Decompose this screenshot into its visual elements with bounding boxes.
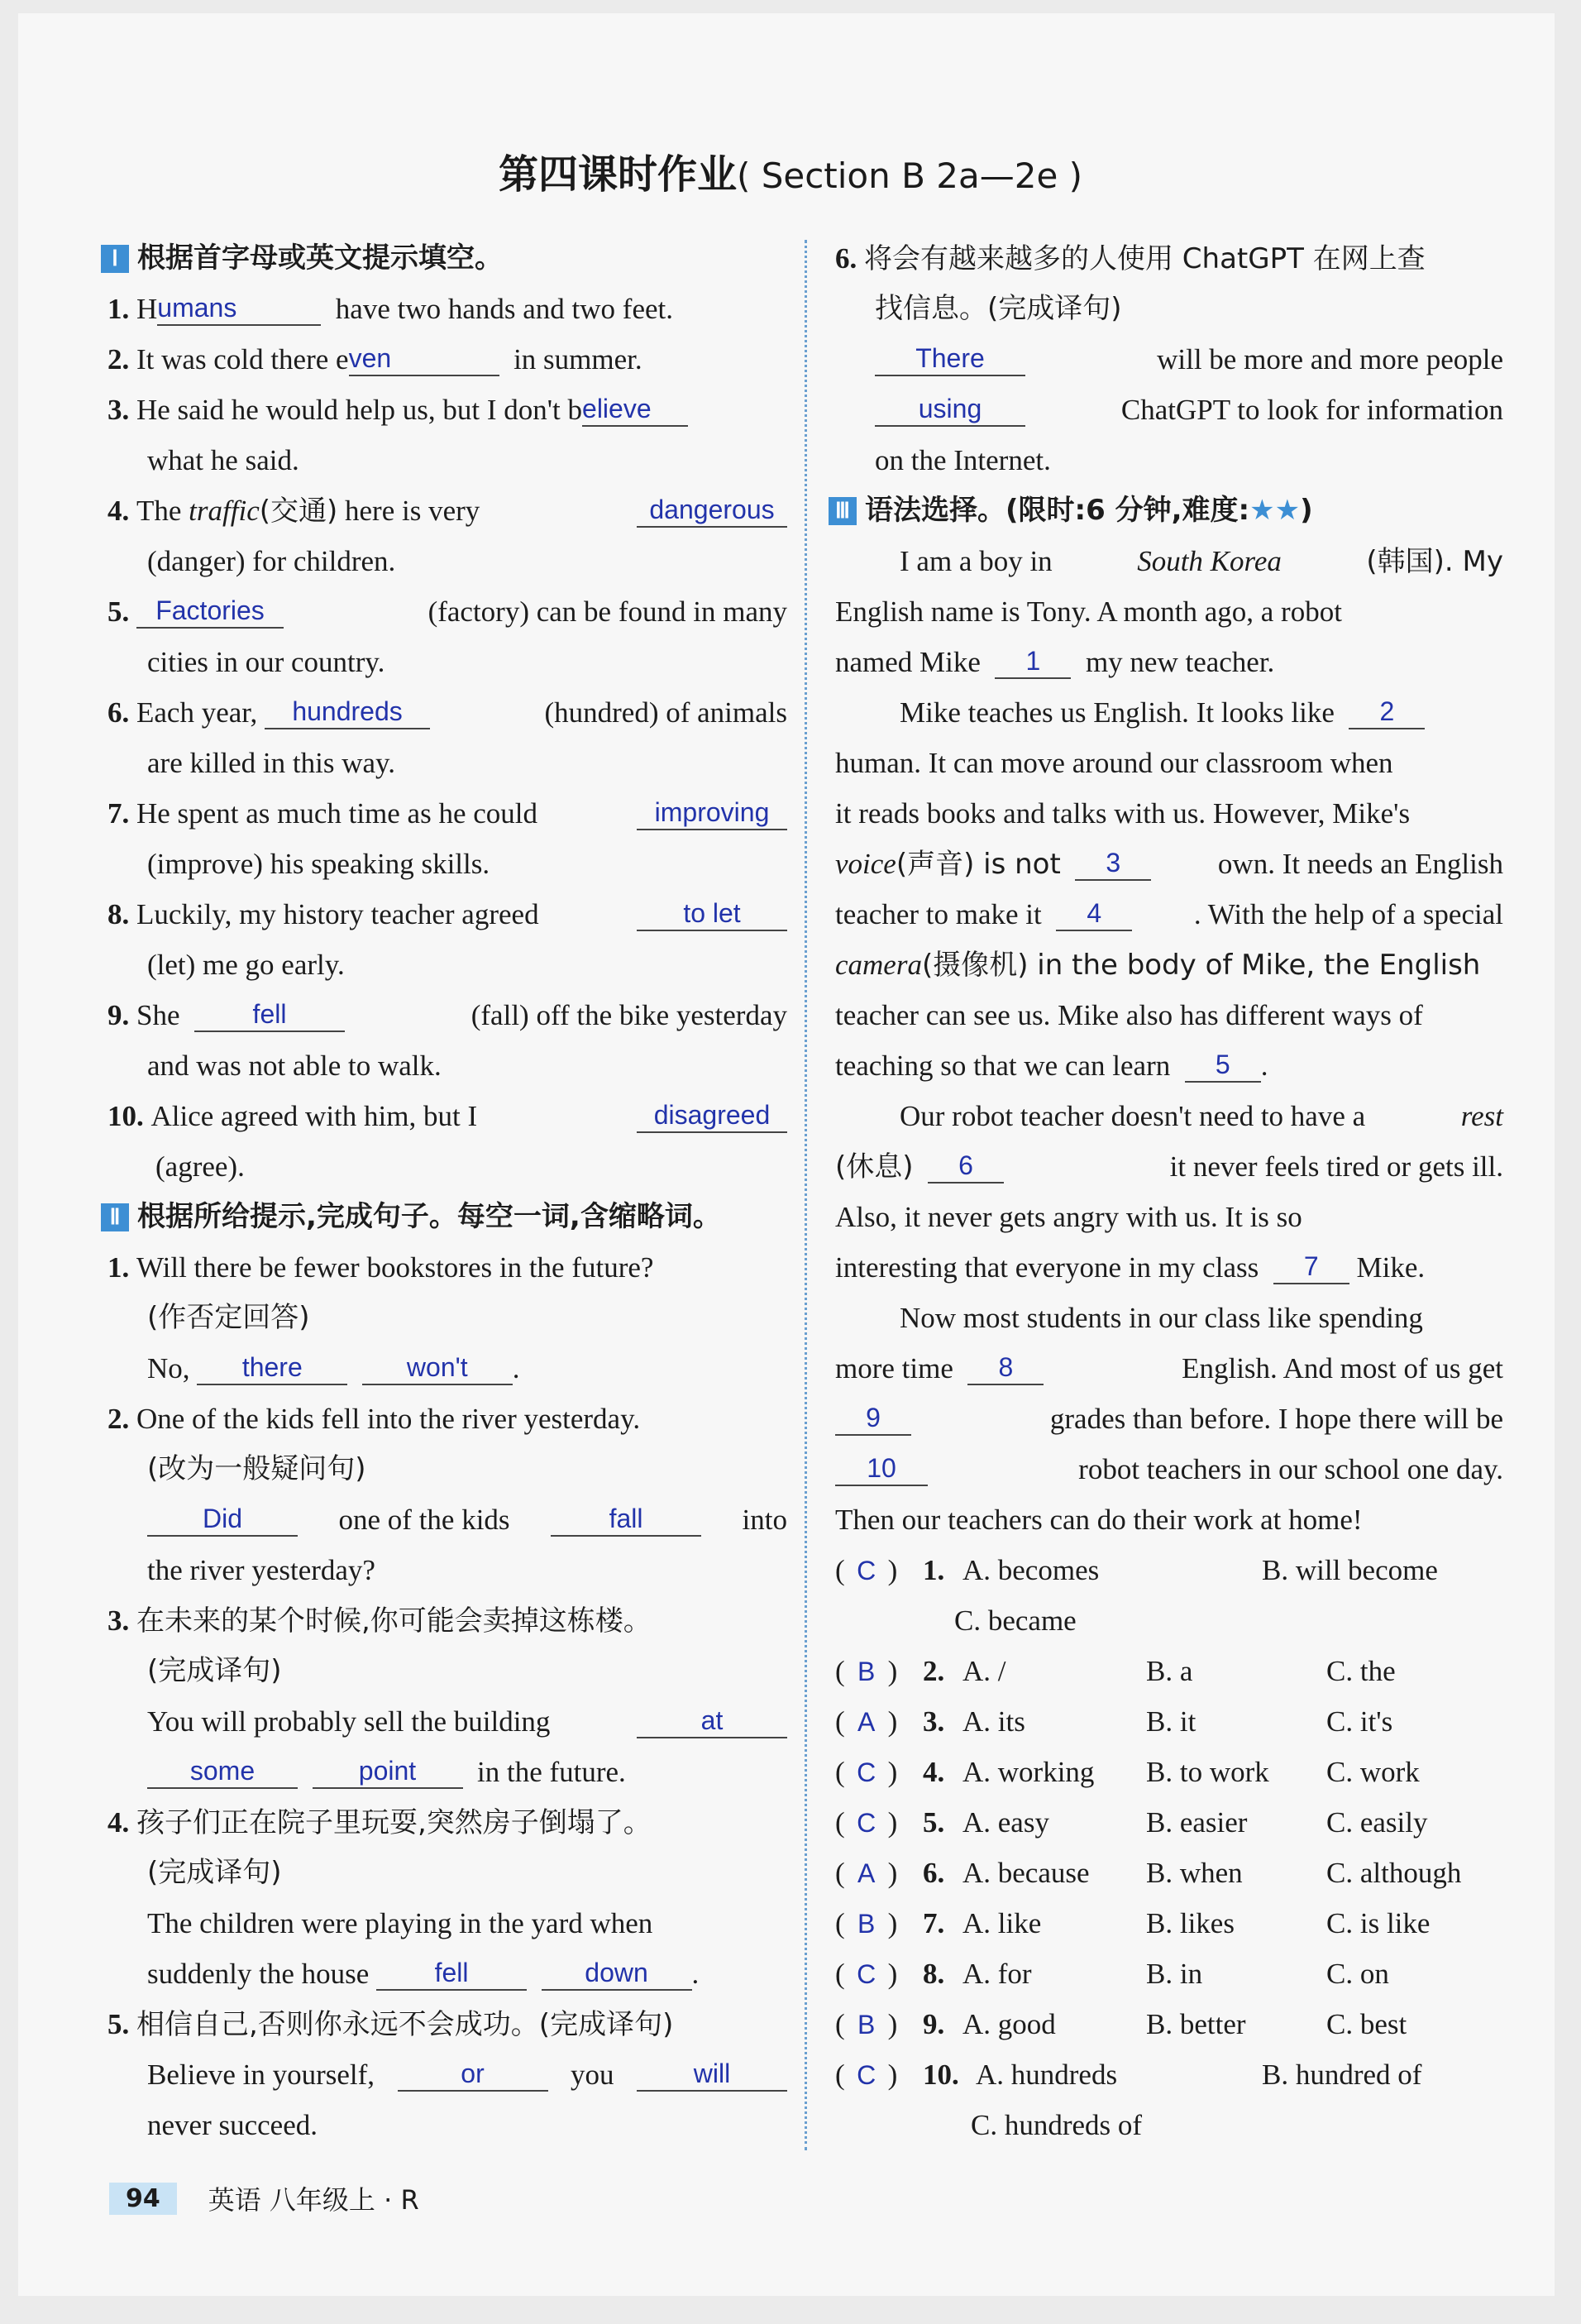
gap-5[interactable]: 5 [1185,1048,1261,1083]
q2-item-5-cont: never succeed. [147,2109,318,2141]
q2-item-5: 5. 相信自己,否则你永远不会成功。(完成译句) [107,2008,674,2041]
q2-item-3-answer: You will probably sell the building at [107,1696,787,1747]
gap-10[interactable]: 10 [835,1451,928,1486]
q1-item-7: 7. He spent as much time as he could improving [107,788,787,839]
q1-item-3-cont: what he said. [147,444,299,476]
gap-1[interactable]: 1 [995,644,1071,679]
answer-blank[interactable]: point [313,1754,463,1789]
q1-item-2: 2. It was cold there e ven in summer. [107,343,642,375]
passage-line: it reads books and talks with us. However, Mike's [835,797,1411,830]
answer-blank[interactable]: Did [147,1502,298,1537]
q2-item-2: 2. One of the kids fell into the river yesterday. [107,1403,641,1435]
q1-item-5-cont: cities in our country. [147,646,385,678]
q2-item-3-cont: some point in the future. [107,1747,787,1797]
answer-blank[interactable]: won't [362,1351,513,1385]
answer-blank[interactable]: elieve [582,392,688,427]
section-2-heading: Ⅱ 根据所给提示,完成句子。每空一词,含缩略词。 [107,1192,787,1242]
q1-item-10-cont: (agree). [155,1150,245,1183]
gap-8[interactable]: 8 [967,1351,1044,1385]
q2-item-6-end: on the Internet. [875,444,1051,476]
choice-row-7: ( B ) 7. A. like B. likes C. is like [835,1898,1503,1949]
gap-6[interactable]: 6 [928,1149,1004,1184]
q2-item-1-hint: (作否定回答) [147,1301,310,1334]
passage-line: human. It can move around our classroom when [835,747,1393,779]
q2-item-1: 1. Will there be fewer bookstores in the future? [107,1251,654,1284]
answer-blank[interactable]: fell [376,1956,527,1991]
left-column [107,233,787,2150]
q2-item-6-cont: 找信息。(完成译句) [875,292,1122,325]
answer-mark[interactable]: C [857,1959,876,1989]
choice-row-1: ( C ) 1. A. becomes B. will become [835,1545,1503,1595]
q2-item-2-answer: Did one of the kids fall into [107,1494,787,1545]
answer-blank[interactable]: using [875,392,1025,427]
passage-line: 9 grades than before. I hope there will be [835,1394,1503,1444]
answer-blank[interactable]: improving [637,796,787,830]
q2-item-4: 4. 孩子们正在院子里玩耍,突然房子倒塌了。 [107,1806,652,1839]
choice-row-10: ( C ) 10. A. hundreds B. hundred of [835,2049,1503,2100]
answer-blank[interactable]: down [542,1956,692,1991]
q2-item-6-answer-1: There will be more and more people [835,334,1503,385]
answer-blank[interactable]: hundreds [265,695,430,729]
difficulty-stars: ★★ [1249,494,1301,527]
passage-line: teacher can see us. Mike also has different ways of [835,999,1423,1031]
q2-item-6-answer-2: using ChatGPT to look for information [835,385,1503,435]
q2-item-1-answer: No, there won't . [147,1352,520,1384]
answer-blank[interactable]: at [637,1704,787,1738]
passage-line: I am a boy in South Korea (韩国). My [900,545,1503,578]
gap-7[interactable]: 7 [1273,1250,1349,1284]
answer-blank[interactable]: There [875,342,1025,376]
passage-line: named Mike 1 my new teacher. [835,646,1275,678]
passage-line: Also, it never gets angry with us. It is so [835,1201,1302,1233]
q1-item-4: 4. The traffic(交通) here is very dangerous [107,485,787,536]
column-divider [805,240,807,2150]
passage-line: camera (摄像机) in the body of Mike, the English [835,949,1481,982]
answer-blank[interactable]: to let [637,897,787,931]
choice-row-10-c: C. hundreds of [971,2109,1143,2141]
answer-blank[interactable]: or [398,2057,548,2092]
q1-item-10: 10. Alice agreed with him, but I disagreed [107,1091,787,1141]
choice-row-9: ( B ) 9. A. good B. better C. best [835,1999,1503,2049]
answer-blank[interactable]: ven [349,342,499,376]
q1-item-4-cont: (danger) for children. [147,545,396,577]
passage-line: Then our teachers can do their work at home! [835,1504,1363,1536]
q1-item-9: 9. She fell (fall) off the bike yesterday [107,999,787,1031]
answer-blank[interactable]: fall [551,1502,701,1537]
choice-row-8: ( C ) 8. A. for B. in C. on [835,1949,1503,1999]
gap-4[interactable]: 4 [1056,897,1132,931]
answer-blank[interactable]: umans [157,291,321,326]
answer-blank[interactable]: dangerous [637,493,787,528]
page-footer [109,2175,419,2221]
answer-blank[interactable]: will [637,2057,787,2092]
passage-line: Mike teaches us English. It looks like 2 [835,687,1503,738]
q2-item-4-answer: suddenly the house fell down . [147,1958,700,1990]
answer-blank[interactable]: fell [194,997,345,1032]
section-badge: Ⅱ [101,1203,129,1231]
q1-item-8-cont: (let) me go early. [147,949,345,981]
q1-item-9-cont: and was not able to walk. [147,1050,442,1082]
q2-item-3: 3. 在未来的某个时候,你可能会卖掉这栋楼。 [107,1604,652,1638]
q2-item-5-answer: Believe in yourself, or you will [107,2049,787,2100]
passage-line: more time 8 English. And most of us get [835,1352,1503,1384]
answer-mark[interactable]: A [857,1707,876,1737]
answer-mark[interactable]: C [857,1808,876,1838]
choice-row-2: ( B ) 2. A. / B. a C. the [835,1646,1503,1696]
passage-line: 10 robot teachers in our school one day. [835,1444,1503,1494]
page-title: 第四课时作业( Section B 2a—2e ) [498,151,1083,198]
q2-item-4-hint: (完成译句) [147,1856,282,1889]
choice-row-3: ( A ) 3. A. its B. it C. it's [835,1696,1503,1747]
q1-item-7-cont: (improve) his speaking skills. [147,848,490,880]
answer-blank[interactable]: some [147,1754,298,1789]
answer-blank[interactable]: Factories [136,594,284,629]
q2-item-2-cont: the river yesterday? [147,1554,375,1586]
q2-item-3-hint: (完成译句) [147,1654,282,1687]
answer-mark[interactable]: B [857,1657,876,1686]
q1-item-1: 1. H umans have two hands and two feet. [107,293,673,325]
gap-9[interactable]: 9 [835,1401,911,1436]
q1-item-5: 5. Factories (factory) can be found in many [107,595,787,628]
answer-mark[interactable]: C [857,2060,876,2090]
page-number: 94 [109,2183,177,2215]
choice-row-4: ( C ) 4. A. working B. to work C. work [835,1747,1503,1797]
answer-blank[interactable]: there [197,1351,347,1385]
q2-item-2-hint: (改为一般疑问句) [147,1452,366,1485]
passage-line: Our robot teacher doesn't need to have a rest [900,1100,1503,1132]
answer-mark[interactable]: B [857,2010,876,2039]
passage-line: voice(声音) is not 3 own. It needs an English [835,848,1503,881]
passage-line: Now most students in our class like spending [900,1302,1423,1334]
answer-mark[interactable]: A [857,1858,876,1888]
q2-item-6: 6. 将会有越来越多的人使用 ChatGPT 在网上查 [835,242,1426,275]
q1-item-3: 3. He said he would help us, but I don't b elieve [107,385,787,435]
choice-row-6: ( A ) 6. A. because B. when C. although [835,1848,1503,1898]
q1-item-8: 8. Luckily, my history teacher agreed to let [107,889,787,940]
q1-item-6-cont: are killed in this way. [147,747,396,779]
passage-line: teaching so that we can learn 5 . [835,1050,1268,1082]
q1-item-6: 6. Each year, hundreds (hundred) of animals [107,696,787,729]
answer-mark[interactable]: C [857,1556,876,1585]
answer-mark[interactable]: C [857,1757,876,1787]
section-badge: Ⅲ [829,497,857,525]
section-badge: Ⅰ [101,245,129,273]
book-label: 英语 八年级上 · R [208,2184,419,2216]
section-1-heading: Ⅰ 根据首字母或英文提示填空。 [107,233,787,284]
gap-3[interactable]: 3 [1075,846,1151,881]
passage-line: English name is Tony. A month ago, a robot [835,595,1342,628]
section-3-heading: Ⅲ 语法选择。(限时:6 分钟,难度: ★★ ) [835,485,1503,536]
passage-line: teacher to make it 4 . With the help of a special [835,898,1503,930]
choice-row-1-c: C. became [954,1604,1077,1637]
q2-item-4-line: The children were playing in the yard when [147,1907,653,1939]
passage-line: interesting that everyone in my class 7 Mike. [835,1251,1426,1284]
answer-mark[interactable]: B [857,1909,876,1939]
right-column [835,233,1503,2150]
choice-row-5: ( C ) 5. A. easy B. easier C. easily [835,1797,1503,1848]
gap-2[interactable]: 2 [1349,695,1425,729]
passage-line: (休息) 6 it never feels tired or gets ill. [835,1150,1503,1184]
answer-blank[interactable]: disagreed [637,1098,787,1133]
